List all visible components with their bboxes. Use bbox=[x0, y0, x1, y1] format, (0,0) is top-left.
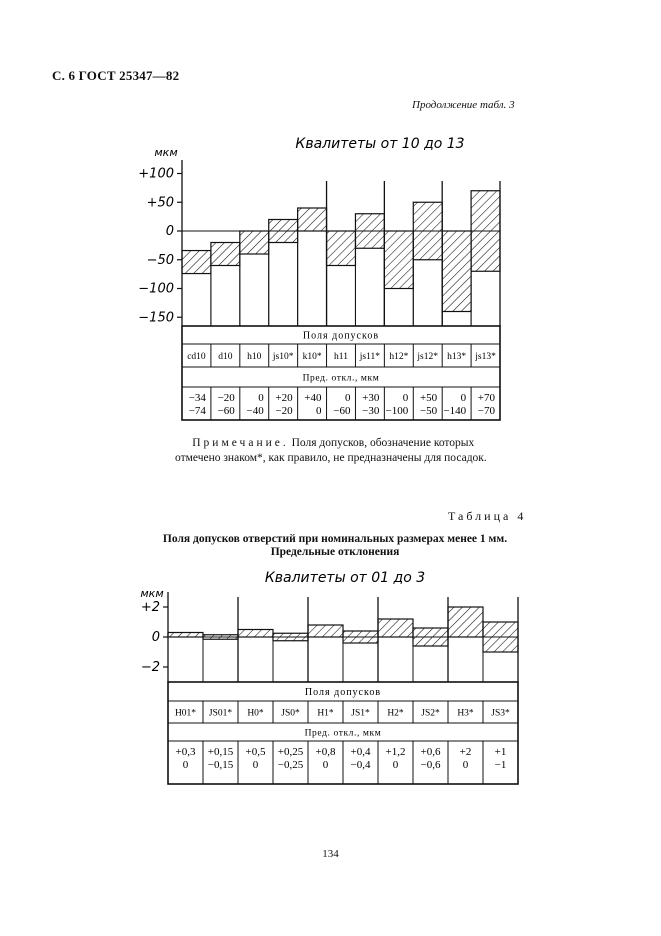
lower-deviation-JS1*: −0,4 bbox=[350, 759, 371, 771]
chart-grades-10-13 bbox=[138, 136, 500, 420]
tolerance-bar-d10 bbox=[211, 243, 240, 266]
upper-deviation-H01*: +0,3 bbox=[175, 746, 196, 758]
table-title-line1: Поля допусков отверстий при номинальных размерах менее 1 мм. bbox=[162, 533, 508, 545]
tolerance-bar-JS3* bbox=[483, 622, 518, 652]
lower-deviation-H01*: 0 bbox=[182, 759, 189, 771]
deviations-caption: Пред. откл., мкм bbox=[302, 373, 380, 384]
upper-deviation-H1*: +0,8 bbox=[315, 746, 336, 758]
lower-deviation-h12*: −100 bbox=[385, 405, 409, 417]
upper-deviation-H3*: +2 bbox=[459, 746, 472, 758]
field-label-js11*: js11* bbox=[359, 352, 381, 362]
fields-caption: Поля допусков bbox=[302, 330, 380, 342]
tolerance-bar-H1* bbox=[308, 625, 343, 637]
lower-deviation-d10: −60 bbox=[217, 405, 235, 417]
field-label-JS1*: JS1* bbox=[351, 708, 370, 719]
tolerance-bar-js12* bbox=[413, 202, 442, 260]
upper-deviation-JS0*: +0,25 bbox=[277, 746, 304, 758]
note-text: Поля допусков, обозначение которых отмечено знаком*, как правило, не предназначены для посадок. bbox=[175, 437, 487, 464]
upper-deviation-JS2*: +0,6 bbox=[420, 746, 441, 758]
upper-deviation-JS1*: +0,4 bbox=[350, 746, 371, 758]
field-label-H3*: H3* bbox=[457, 708, 474, 719]
tolerance-bar-h12* bbox=[384, 231, 413, 289]
tolerance-bar-JS01* bbox=[203, 635, 238, 640]
tolerance-bar-h13* bbox=[442, 231, 471, 312]
tolerance-bar-H01* bbox=[168, 633, 203, 638]
chart-title: Квалитеты от 10 до 13 bbox=[295, 136, 465, 152]
lower-deviation-JS01*: −0,15 bbox=[207, 759, 234, 771]
field-label-h12*: h12* bbox=[389, 352, 409, 362]
y-tick-label: +100 bbox=[138, 166, 174, 182]
tolerance-bar-h10 bbox=[240, 231, 269, 254]
lower-deviation-h10: −40 bbox=[246, 405, 264, 417]
upper-deviation-JS3*: +1 bbox=[494, 746, 507, 758]
y-tick-label: +50 bbox=[146, 195, 174, 211]
table-title-line2: Предельные отклонения bbox=[270, 546, 400, 558]
field-label-h11: h11 bbox=[334, 352, 348, 362]
upper-deviation-JS01*: +0,15 bbox=[207, 746, 234, 758]
upper-deviation-js12*: +50 bbox=[419, 392, 438, 404]
y-tick-label: −50 bbox=[146, 252, 174, 268]
y-tick-label: −150 bbox=[138, 310, 174, 326]
lower-deviation-k10*: 0 bbox=[316, 405, 322, 417]
page-header: С. 6 ГОСТ 25347—82 bbox=[52, 68, 180, 83]
table-number: Таблица 4 bbox=[448, 509, 527, 523]
axis-unit-label: мкм bbox=[154, 146, 178, 159]
upper-deviation-js10*: +20 bbox=[275, 392, 293, 404]
upper-deviation-h10: 0 bbox=[258, 392, 264, 404]
tolerance-bar-js10* bbox=[269, 220, 298, 243]
field-label-js10*: js10* bbox=[272, 352, 294, 362]
upper-deviation-cd10: −34 bbox=[188, 392, 206, 404]
field-label-H01*: H01* bbox=[174, 708, 197, 719]
y-tick-label: 0 bbox=[165, 224, 174, 239]
tolerance-bar-JS1* bbox=[343, 631, 378, 643]
lower-deviation-H2*: 0 bbox=[392, 759, 399, 771]
note-lead: Примечание. bbox=[192, 437, 289, 449]
y-tick-label: +2 bbox=[140, 600, 160, 615]
lower-deviation-H1*: 0 bbox=[322, 759, 329, 771]
y-tick-label: −2 bbox=[140, 660, 160, 675]
y-tick-label: −100 bbox=[138, 281, 174, 297]
tolerance-bar-cd10 bbox=[182, 251, 211, 274]
upper-deviation-js13*: +70 bbox=[477, 392, 495, 404]
field-label-JS2*: JS2* bbox=[421, 708, 440, 719]
tolerance-bar-js11* bbox=[355, 214, 384, 249]
lower-deviation-cd10: −74 bbox=[188, 405, 206, 417]
field-label-H0*: H0* bbox=[247, 708, 264, 719]
lower-deviation-JS0*: −0,25 bbox=[277, 759, 304, 771]
upper-deviation-h11: 0 bbox=[344, 392, 351, 404]
upper-deviation-k10*: +40 bbox=[304, 392, 322, 404]
tolerance-bar-H2* bbox=[378, 619, 413, 637]
lower-deviation-js10*: −20 bbox=[275, 405, 293, 417]
fields-caption: Поля допусков bbox=[304, 687, 382, 698]
field-label-js12*: js12* bbox=[417, 352, 439, 362]
field-label-js13*: js13* bbox=[475, 352, 496, 362]
lower-deviation-js13*: −70 bbox=[477, 405, 495, 417]
field-label-h13*: h13* bbox=[447, 352, 467, 362]
field-label-H2*: H2* bbox=[387, 708, 404, 719]
field-label-H1*: H1* bbox=[317, 708, 334, 719]
lower-deviation-JS3*: −1 bbox=[494, 759, 507, 771]
field-label-JS3*: JS3* bbox=[491, 708, 510, 719]
page-number: 134 bbox=[322, 848, 339, 860]
note-paragraph bbox=[175, 436, 515, 466]
table-continuation-label: Продолжение табл. 3 bbox=[412, 99, 515, 111]
axis-unit-label: мкм bbox=[140, 587, 164, 600]
field-label-d10: d10 bbox=[218, 352, 233, 362]
tolerance-bar-JS2* bbox=[413, 628, 448, 646]
lower-deviation-js11*: −30 bbox=[362, 405, 380, 417]
deviations-caption: Пред. откл., мкм bbox=[304, 728, 382, 739]
field-label-JS01*: JS01* bbox=[208, 708, 233, 719]
field-label-k10*: k10* bbox=[302, 352, 322, 362]
field-label-h10: h10 bbox=[247, 352, 262, 362]
upper-deviation-H2*: +1,2 bbox=[385, 746, 406, 758]
field-label-JS0*: JS0* bbox=[281, 708, 300, 719]
lower-deviation-js12*: −50 bbox=[419, 405, 438, 417]
tolerance-bar-k10* bbox=[298, 208, 327, 231]
table-title bbox=[120, 533, 550, 559]
upper-deviation-d10: −20 bbox=[217, 392, 235, 404]
upper-deviation-H0*: +0,5 bbox=[245, 746, 266, 758]
tolerance-bar-H3* bbox=[448, 607, 483, 637]
lower-deviation-h11: −60 bbox=[333, 405, 351, 417]
tolerance-bar-js13* bbox=[471, 191, 500, 272]
chart-grades-01-3 bbox=[140, 570, 518, 784]
upper-deviation-h13*: 0 bbox=[460, 392, 467, 404]
tolerance-bar-h11 bbox=[327, 231, 356, 266]
upper-deviation-h12*: 0 bbox=[402, 392, 409, 404]
lower-deviation-h13*: −140 bbox=[443, 405, 467, 417]
chart-title: Квалитеты от 01 до 3 bbox=[264, 570, 426, 586]
lower-deviation-H3*: 0 bbox=[462, 759, 469, 771]
lower-deviation-JS2*: −0,6 bbox=[420, 759, 441, 771]
y-tick-label: 0 bbox=[151, 630, 160, 645]
lower-deviation-H0*: 0 bbox=[252, 759, 259, 771]
tolerance-bar-JS0* bbox=[273, 633, 308, 641]
upper-deviation-js11*: +30 bbox=[362, 392, 380, 404]
tolerance-bar-H0* bbox=[238, 630, 273, 638]
field-label-cd10: cd10 bbox=[187, 352, 206, 362]
